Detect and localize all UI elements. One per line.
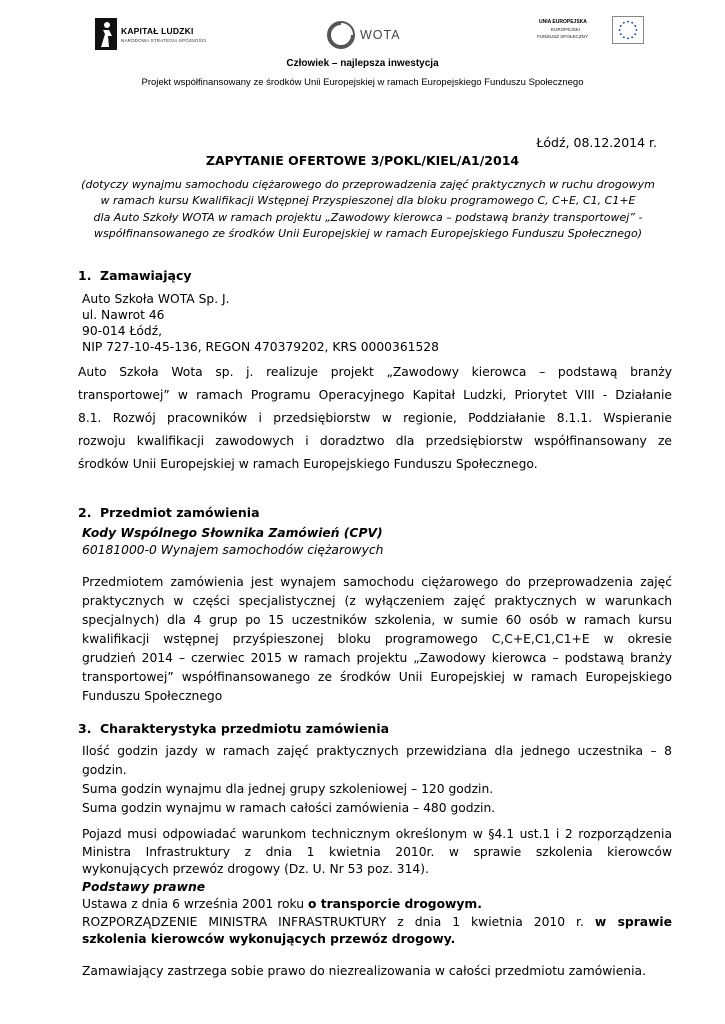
paragraph-line: transportowej” współfinansowanego ze środków Unii Europejskiej w ramach Europejskiego bbox=[82, 670, 672, 684]
document-title: ZAPYTANIE OFERTOWE 3/POKL/KIEL/A1/2014 bbox=[205, 153, 520, 168]
paragraph-line: Funduszu Społecznego bbox=[82, 689, 223, 703]
regulation-prefix: ROZPORZĄDZENIE MINISTRA INFRASTRUKTURY z dnia 1 kwietnia 2010 r. bbox=[82, 914, 595, 929]
eu-flag-icon bbox=[612, 16, 644, 44]
wota-logo-icon bbox=[326, 20, 356, 50]
wota-logo bbox=[326, 20, 416, 52]
section-title: Charakterystyka przedmiotu zamówienia bbox=[100, 721, 390, 736]
regulation-line bbox=[82, 914, 672, 932]
paragraph-line: 8.1. Rozwój pracowników i przedsiębiorstw w regionie, Poddziałanie 8.1.1. Wspieranie bbox=[78, 411, 672, 425]
act-line bbox=[82, 896, 672, 914]
address-line: NIP 727-10-45-136, REGON 470379202, KRS 0000361528 bbox=[82, 340, 439, 354]
act-title: o transporcie drogowym. bbox=[307, 897, 482, 911]
paragraph-line: kwalifikacji wstępnej przyśpieszonej bloku programowego C,C+E,C1,C1+E w okresie bbox=[82, 632, 672, 646]
intro-line: w ramach kursu Kwalifikacji Wstępnej Przyspieszonej dla bloku programowego C, C+E, C1, C1+E bbox=[100, 194, 636, 208]
section-number: 1. bbox=[78, 268, 92, 283]
kapital-logo-subtitle: NARODOWA STRATEGIA SPÓJNOŚCI bbox=[121, 38, 207, 43]
cpv-code: 60181000-0 Wynajem samochodów ciężarowych bbox=[82, 543, 384, 557]
wota-logo-text: WOTA bbox=[360, 28, 401, 42]
hours-line: Ilość godzin jazdy w ramach zajęć praktycznych przewidziana dla jednego uczestnika – 8 bbox=[82, 744, 672, 758]
document-date: Łódź, 08.12.2014 r. bbox=[536, 135, 657, 150]
vehicle-line: Ministra Infrastruktury z dnia 1 kwietnia 2010r. w sprawie szkolenia kierowców bbox=[82, 844, 672, 859]
legal-basis-heading: Podstawy prawne bbox=[82, 879, 206, 894]
paragraph-line: rozwoju kwalifikacji zawodowych i doradztwo dla przedsiębiorstw współfinansowany ze bbox=[78, 434, 672, 448]
hours-line: Suma godzin wynajmu w ramach całości zamówienia – 480 godzin. bbox=[82, 801, 496, 815]
intro-line: dla Auto Szkoły WOTA w ramach projektu „Zawodowy kierowca – podstawą branży transportowej” - bbox=[93, 210, 643, 224]
cpv-block bbox=[82, 525, 672, 559]
section-number: 3. bbox=[78, 721, 92, 736]
eu-logo-line1: UNIA EUROPEJSKA bbox=[539, 19, 587, 25]
cofinance-note: Projekt współfinansowany ze środków Unii Europejskiej w ramach Europejskiego Funduszu Społecznego bbox=[141, 77, 584, 88]
section-title: Przedmiot zamówienia bbox=[100, 505, 260, 520]
vehicle-line: Pojazd musi odpowiadać warunkom technicznym określonym w §4.1 ust.1 i 2 rozporządzenia bbox=[82, 827, 672, 841]
kapital-ludzki-logo bbox=[95, 18, 215, 54]
kapital-logo-title: KAPITAŁ LUDZKI bbox=[121, 26, 194, 36]
paragraph-line: Auto Szkoła Wota sp. j. realizuje projekt „Zawodowy kierowca – podstawą branży bbox=[78, 365, 672, 379]
regulation-title-part1: w sprawie bbox=[594, 914, 672, 929]
eu-logo-line3: FUNDUSZ SPOŁECZNY bbox=[537, 34, 589, 39]
vehicle-requirements bbox=[82, 826, 672, 949]
eu-logo-line2: EUROPEJSKI bbox=[551, 27, 581, 32]
slogan: Człowiek – najlepsza inwestycja bbox=[286, 58, 439, 69]
paragraph-line: specjalnych) dla 4 grup po 15 uczestników szkolenia, w sumie 60 osób w ramach kursu bbox=[82, 613, 672, 627]
address-line: 90-014 Łódź, bbox=[82, 324, 163, 338]
address-line: Auto Szkoła WOTA Sp. J. bbox=[82, 292, 230, 306]
intro-line: (dotyczy wynajmu samochodu ciężarowego do przeprowadzenia zajęć praktycznych w ruchu drogowym bbox=[81, 178, 655, 191]
buyer-address bbox=[82, 291, 672, 355]
kapital-ludzki-logo-icon bbox=[95, 18, 117, 50]
section-number: 2. bbox=[78, 505, 92, 520]
intro-line: współfinansowanego ze środków Unii Europejskiej w ramach Europejskiego Funduszu Społecznego) bbox=[93, 227, 642, 241]
section-title: Zamawiający bbox=[100, 268, 192, 283]
address-line: ul. Nawrot 46 bbox=[82, 308, 165, 322]
section-2-heading bbox=[78, 505, 260, 520]
section-1-paragraph bbox=[78, 361, 672, 476]
section-3-heading bbox=[78, 721, 389, 736]
paragraph-line: grudzień 2014 – czerwiec 2015 w ramach projektu „Zawodowy kierowca – podstawą branży bbox=[82, 651, 672, 665]
act-prefix: Ustawa z dnia 6 września 2001 roku bbox=[82, 897, 308, 911]
hours-line: godzin. bbox=[82, 763, 127, 777]
eu-logo bbox=[535, 16, 645, 48]
paragraph-line: środków Unii Europejskiej w ramach Europejskiego Funduszu Społecznego. bbox=[78, 457, 538, 471]
intro-note bbox=[68, 177, 668, 243]
regulation-title-part2: szkolenia kierowców wykonujących przewóz drogowy. bbox=[82, 932, 456, 946]
cpv-heading: Kody Wspólnego Słownika Zamówień (CPV) bbox=[82, 526, 383, 540]
paragraph-line: praktycznych w części specjalistycznej (z wyłączeniem zajęć praktycznych w warunkach bbox=[82, 594, 672, 608]
section-1-heading bbox=[78, 268, 192, 283]
section-2-paragraph bbox=[82, 573, 672, 706]
hours-line: Suma godzin wynajmu dla jednej grupy szkoleniowej – 120 godzin. bbox=[82, 782, 494, 796]
reservation-note: Zamawiający zastrzega sobie prawo do niezrealizowania w całości przedmiotu zamówienia. bbox=[82, 964, 646, 978]
hours-block bbox=[82, 742, 672, 818]
vehicle-line: wykonujących przewóz drogowy (Dz. U. Nr 53 poz. 314). bbox=[82, 862, 429, 876]
paragraph-line: Przedmiotem zamówienia jest wynajem samochodu ciężarowego do przeprowadzenia zajęć bbox=[82, 575, 672, 589]
paragraph-line: transportowej” w ramach Programu Operacyjnego Kapitał Ludzki, Priorytet VIII - Działanie bbox=[78, 388, 672, 402]
